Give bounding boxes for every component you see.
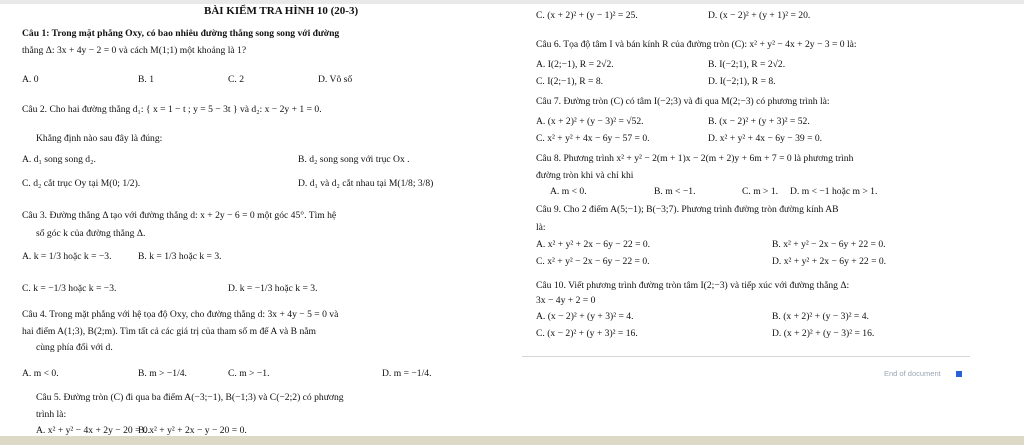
right-line-20: A. x² + y² + 2x − 6y − 22 = 0. <box>536 239 651 250</box>
right-line-10: C. x² + y² + 4x − 6y − 57 = 0. <box>536 133 650 144</box>
right-line-6: D. I(−2;1), R = 8. <box>708 76 776 87</box>
left-line-17: D. k = −1/3 hoặc k = 3. <box>228 283 318 294</box>
right-line-27: B. (x + 2)² + (y − 3)² = 4. <box>772 311 869 322</box>
end-divider <box>522 356 970 357</box>
right-line-14: A. m < 0. <box>550 186 587 197</box>
left-line-14: A. k = 1/3 hoặc k = −3. <box>22 251 112 262</box>
right-line-25: 3x − 4y + 2 = 0 <box>536 295 596 306</box>
left-line-18: Câu 4. Trong mặt phẳng với hệ tọa độ Oxy, cho đường thẳng d: 3x + 4y − 5 = 0 và <box>22 309 339 320</box>
left-line-27: A. x² + y² − 4x + 2y − 20 = 0. <box>36 425 151 436</box>
left-line-5: D. Vô số <box>318 74 353 85</box>
top-border <box>0 0 1024 4</box>
right-line-26: A. (x − 2)² + (y + 3)² = 4. <box>536 311 634 322</box>
right-line-8: A. (x + 2)² + (y − 3)² = √52. <box>536 116 644 127</box>
right-line-19: là: <box>536 222 546 233</box>
right-line-5: C. I(2;−1), R = 8. <box>536 76 604 87</box>
right-line-29: D. (x + 2)² + (y − 3)² = 16. <box>772 328 875 339</box>
left-line-21: A. m < 0. <box>22 368 59 379</box>
left-line-2: A. 0 <box>22 74 39 85</box>
right-line-2: Câu 6. Tọa độ tâm I và bán kính R của đường tròn (C): x² + y² − 4x + 2y − 3 = 0 là: <box>536 39 857 50</box>
right-line-21: B. x² + y² − 2x − 6y + 22 = 0. <box>772 239 886 250</box>
right-line-24: Câu 10. Viết phương trình đường tròn tâm I(2;−3) và tiếp xúc với đường thẳng Δ: <box>536 280 850 291</box>
right-line-15: B. m < −1. <box>654 186 696 197</box>
left-line-20: cùng phía đối với d. <box>36 342 113 353</box>
right-line-13: đường tròn khi và chỉ khi <box>536 170 634 181</box>
left-line-16: C. k = −1/3 hoặc k = −3. <box>22 283 117 294</box>
left-line-1: thẳng Δ: 3x + 4y − 2 = 0 và cách M(1;1) một khoảng là 1? <box>22 45 247 56</box>
left-line-26: trình là: <box>36 409 67 420</box>
left-line-24: D. m = −1/4. <box>382 368 432 379</box>
left-line-0: Câu 1: Trong mặt phẳng Oxy, có bao nhiêu đường thẳng song song với đường <box>22 28 340 39</box>
right-line-9: B. (x − 2)² + (y + 3)² = 52. <box>708 116 810 127</box>
left-line-8: A. d₁ song song d₂. <box>22 154 96 165</box>
right-line-0: C. (x + 2)² + (y − 1)² = 25. <box>536 10 638 21</box>
bottom-border <box>0 436 1024 445</box>
left-line-11: D. d₁ và d₂ cắt nhau tại M(1/8; 3/8) <box>298 178 434 189</box>
right-line-4: B. I(−2;1), R = 2√2. <box>708 59 786 70</box>
left-line-12: Câu 3. Đường thẳng Δ tạo với đường thẳng d: x + 2y − 6 = 0 một góc 45°. Tìm hệ <box>22 210 337 221</box>
right-line-23: D. x² + y² + 2x − 6y + 22 = 0. <box>772 256 887 267</box>
left-line-3: B. 1 <box>138 74 154 85</box>
right-line-18: Câu 9. Cho 2 điểm A(5;−1); B(−3;7). Phương trình đường tròn đường kính AB <box>536 204 839 215</box>
left-line-28: B. x² + y² + 2x − y − 20 = 0. <box>138 425 247 436</box>
end-marker-icon <box>956 371 962 377</box>
left-line-22: B. m > −1/4. <box>138 368 187 379</box>
right-line-28: C. (x − 2)² + (y + 3)² = 16. <box>536 328 638 339</box>
left-line-7: Khẳng định nào sau đây là đúng: <box>36 133 163 144</box>
left-line-10: C. d₂ cắt trục Oy tại M(0; 1/2). <box>22 178 141 189</box>
left-line-15: B. k = 1/3 hoặc k = 3. <box>138 251 222 262</box>
right-line-17: D. m < −1 hoặc m > 1. <box>790 186 878 197</box>
right-line-16: C. m > 1. <box>742 186 779 197</box>
right-line-7: Câu 7. Đường tròn (C) có tâm I(−2;3) và đi qua M(2;−3) có phương trình là: <box>536 96 830 107</box>
left-line-25: Câu 5. Đường tròn (C) đi qua ba điểm A(−3;−1), B(−1;3) và C(−2;2) có phương <box>36 392 344 403</box>
left-line-6: Câu 2. Cho hai đường thẳng d₁: { x = 1 − t ; y = 5 − 3t } và d₂: x − 2y + 1 = 0. <box>22 104 322 115</box>
page-title: BÀI KIỂM TRA HÌNH 10 (20-3) <box>204 5 359 17</box>
right-line-22: C. x² + y² − 2x − 6y − 22 = 0. <box>536 256 650 267</box>
left-line-23: C. m > −1. <box>228 368 270 379</box>
left-line-13: số góc k của đường thẳng Δ. <box>36 228 146 239</box>
right-line-1: D. (x − 2)² + (y + 1)² = 20. <box>708 10 811 21</box>
left-line-4: C. 2 <box>228 74 244 85</box>
end-of-document-label: End of document <box>884 369 941 378</box>
right-line-12: Câu 8. Phương trình x² + y² − 2(m + 1)x − 2(m + 2)y + 6m + 7 = 0 là phương trình <box>536 153 854 164</box>
left-line-19: hai điểm A(1;3), B(2;m). Tìm tất cả các giá trị của tham số m để A và B nằm <box>22 326 316 337</box>
left-line-9: B. d₂ song song với trục Ox . <box>298 154 410 165</box>
right-line-11: D. x² + y² + 4x − 6y − 39 = 0. <box>708 133 823 144</box>
right-line-3: A. I(2;−1), R = 2√2. <box>536 59 614 70</box>
